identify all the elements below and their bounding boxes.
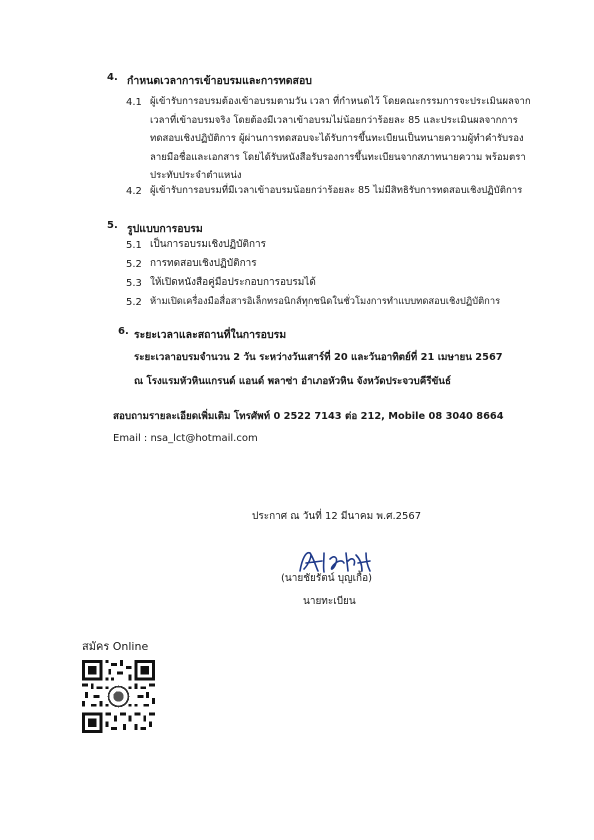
section-6-venue: ณ โรงแรมหัวหินแกรนด์ แอนด์ พลาซ่า อำเภอหัวหิน จังหวัดประจวบคีรีขันธ์ <box>134 376 451 387</box>
item-4-2-text: ผู้เข้ารับการอบรมที่มีเวลาเข้าอบรมน้อยกว่าร้อยละ 85 ไม่มีสิทธิรับการทดสอบเชิงปฏิบัติการ <box>150 185 523 196</box>
item-5-1-text: เป็นการอบรมเชิงปฏิบัติการ <box>150 239 266 250</box>
item-5-1-number: 5.1 <box>126 240 142 251</box>
item-4-2-number: 4.2 <box>126 186 142 197</box>
section-4-title: กำหนดเวลาการเข้าอบรมและการทดสอบ <box>127 75 312 87</box>
section-6-period: ระยะเวลาอบรมจำนวน 2 วัน ระหว่างวันเสาร์ที่ 20 และวันอาทิตย์ที่ 21 เมษายน 2567 <box>134 352 503 363</box>
signer-title: นายทะเบียน <box>303 596 356 607</box>
item-4-1-line-2: เวลาที่เข้าอบรมจริง โดยต้องมีเวลาเข้าอบรมไม่น้อยกว่าร้อยละ 85 และประเมินผลจากการ <box>150 114 518 126</box>
contact-email[interactable]: Email : nsa_lct@hotmail.com <box>113 433 258 444</box>
register-online-label: สมัคร Online <box>82 640 149 653</box>
contact-phone: สอบถามรายละเอียดเพิ่มเติม โทรศัพท์ 0 2522 7143 ต่อ 212, Mobile 08 3040 8664 <box>113 411 504 422</box>
section-5-number: 5. <box>107 220 118 231</box>
signer-name: (นายชัยรัตน์ บุญเกื้อ) <box>281 573 372 584</box>
item-5-3-number: 5.3 <box>126 278 142 289</box>
item-4-1-line-1: ผู้เข้ารับการอบรมต้องเข้าอบรมตามวัน เวลา ที่กำหนดไว้ โดยคณะกรรมการจะประเมินผลจาก <box>150 96 531 107</box>
item-4-1-text <box>150 93 531 186</box>
item-4-1-line-5: ประทับประจำตำแหน่ง <box>150 170 242 182</box>
item-5-4-number: 5.2 <box>126 297 142 308</box>
item-5-2-number: 5.2 <box>126 259 142 270</box>
section-6-title: ระยะเวลาและสถานที่ในการอบรม <box>134 329 287 341</box>
section-4-number: 4. <box>107 72 118 83</box>
item-5-2-text: การทดสอบเชิงปฏิบัติการ <box>150 258 257 269</box>
item-4-1-line-4: ลายมือชื่อและเอกสาร โดยได้รับหนังสือรับรองการขึ้นทะเบียนจากสภาทนายความ พร้อมตรา <box>150 151 526 163</box>
section-6-number: 6. <box>118 326 129 337</box>
item-4-1-line-3: ทดสอบเชิงปฏิบัติการ ผู้ผ่านการทดสอบจะได้รับการขึ้นทะเบียนเป็นทนายความผู้ทำคำรับรอง <box>150 133 524 145</box>
item-5-4-text: ห้ามเปิดเครื่องมือสื่อสารอิเล็กทรอนิกส์ทุกชนิดในชั่วโมงการทำแบบทดสอบเชิงปฏิบัติการ <box>150 296 501 307</box>
section-5-title: รูปแบบการอบรม <box>127 223 203 235</box>
announcement-date: ประกาศ ณ วันที่ 12 มีนาคม พ.ศ.2567 <box>252 511 422 522</box>
qr-code-icon[interactable] <box>82 660 155 733</box>
item-4-1-number: 4.1 <box>126 97 142 108</box>
item-5-3-text: ให้เปิดหนังสือคู่มือประกอบการอบรมได้ <box>150 277 316 288</box>
